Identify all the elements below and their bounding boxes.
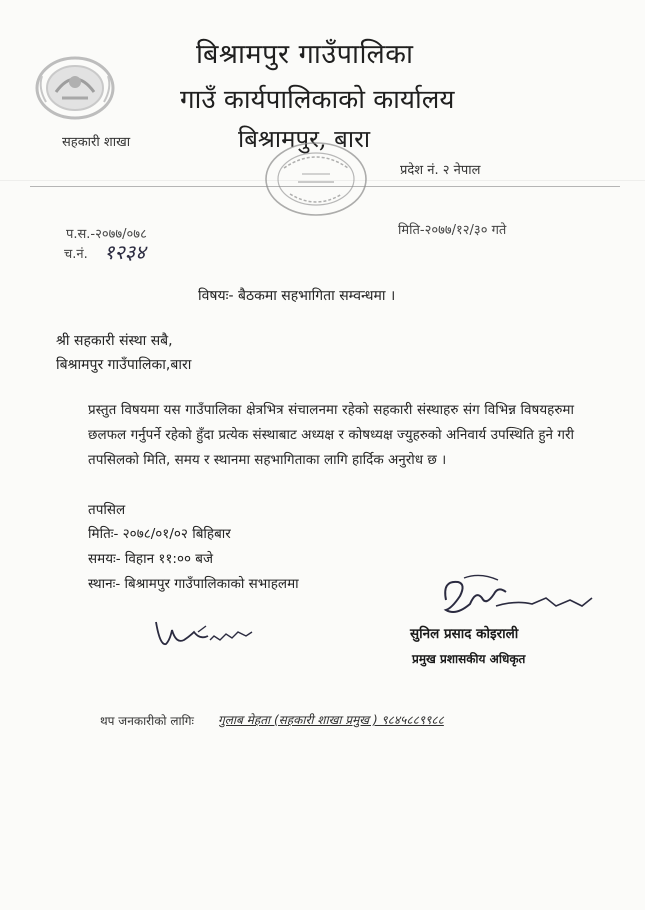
letter-date: मिति-२०७७/१२/३० गते [398,223,507,238]
letter-subject: विषयः- बैठकमा सहभागिता सम्वन्धमा । [198,288,396,304]
office-stamp-icon [262,138,370,220]
province-name: प्रदेश नं. २ नेपाल [400,163,481,178]
letter-body: प्रस्तुत विषयमा यस गाउँपालिका क्षेत्रभित्र संचालनमा रहेको सहकारी संस्थाहरु संग विभिन्न विषयहरुमा छलफल गर्नुपर्ने रहेको हुँदा प्रत्येक संस्थाबाट अध्यक्ष र कोषध्यक्ष ज्युहरुको अनिवार्य उपस्थिति हुने गरी तपसिलको मिति, समय र स्थानमा सहभागिताका लागि हार्दिक अनुरोध छ । [88,402,574,468]
signatory-title: प्रमुख प्रशासकीय अधिकृत [412,652,526,666]
meeting-time: समयः- विहान ११:०० बजे [88,551,214,567]
branch-name: सहकारी शाखा [62,135,131,150]
contact-person: गुलाब मेहता (सहकारी शाखा प्रमुख ) ९८४५८८९९८८ [218,713,444,727]
office-title: बिश्रामपुर गाउँपालिका [196,39,414,70]
recipient-line-2: बिश्रामपुर गाउँपालिका,बारा [56,357,192,373]
officer-signature-icon [436,570,596,630]
meeting-place: स्थानः- बिश्रामपुर गाउँपालिकाको सभाहलमा [88,576,299,592]
contact-label: थप जनकारीको लागिः [100,714,194,728]
recipient-line-1: श्री सहकारी संस्था सबै, [56,333,173,349]
meeting-date: मितिः- २०७८/०१/०२ बिहिबार [88,526,231,542]
dispatch-number: १२३४ [104,240,146,264]
initials-signature-icon [150,610,260,656]
government-emblem-icon [34,52,116,122]
office-location: बिश्रामपुर, बारा [238,125,371,153]
office-subtitle: गाउँ कार्यपालिकाको कार्यालय [180,85,455,115]
dispatch-number-label: च.नं. [64,247,88,262]
signatory-name: सुनिल प्रसाद कोइराली [410,626,519,642]
details-heading: तपसिल [88,502,126,518]
letter-reference-number: प.स.-२०७७/०७८ [66,227,147,242]
